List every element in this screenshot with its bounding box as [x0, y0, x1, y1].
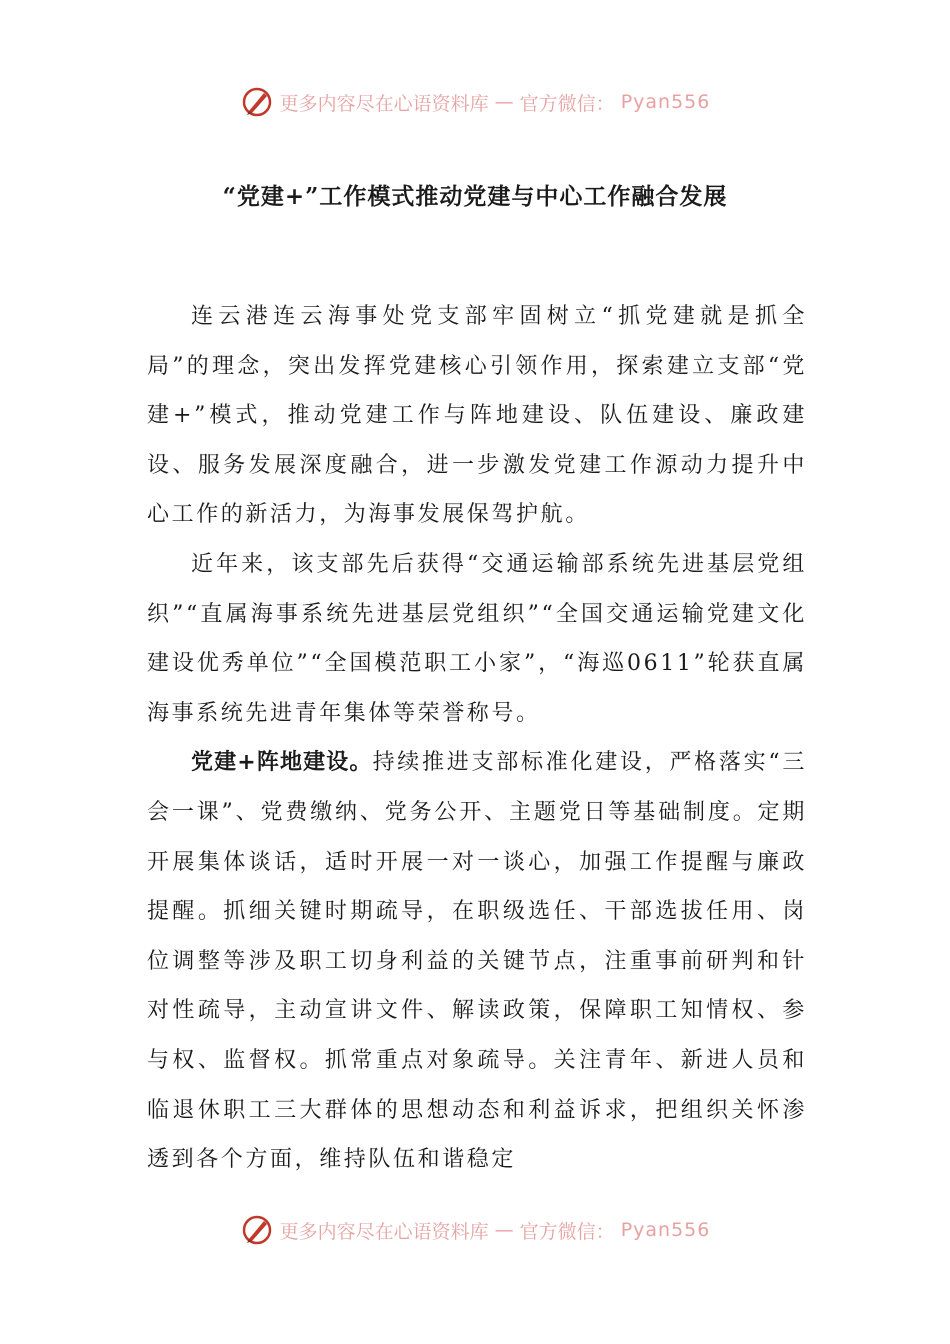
- watermark-wechat-id: Pyan556: [620, 1219, 711, 1241]
- watermark-wechat-label: 官方微信：: [519, 1220, 615, 1243]
- watermark-separator: —: [494, 91, 514, 113]
- watermark-wechat-label: 官方微信：: [519, 92, 615, 115]
- paragraph-lead-heading: 党建+阵地建设。: [191, 750, 373, 776]
- paragraph-text: 近年来，该支部先后获得“交通运输部系统先进基层党组织”“直属海事系统先进基层党组织”“全国交通运输党建文化建设优秀单位”“全国模范职工小家”，“海巡0611”轮获直属海事系统先进青年集体等荣誉称号。: [147, 551, 807, 726]
- document-body: [147, 292, 807, 1185]
- paragraph-intro: [147, 292, 807, 540]
- paragraph-position-building: [147, 738, 807, 1184]
- watermark-separator: —: [494, 1219, 514, 1241]
- watermark-banner-top: [0, 82, 950, 122]
- watermark-site-text: 更多内容尽在心语资料库: [279, 1220, 489, 1243]
- watermark-wechat-id: Pyan556: [620, 91, 711, 113]
- watermark-banner-bottom: [0, 1210, 950, 1250]
- paragraph-text: 连云港连云海事处党支部牢固树立“抓党建就是抓全局”的理念，突出发挥党建核心引领作用，探索建立支部“党建+”模式，推动党建工作与阵地建设、队伍建设、廉政建设、服务发展深度融合，进一步激发党建工作源动力提升中心工作的新活力，为海事发展保驾护航。: [147, 304, 807, 528]
- paragraph-text: 持续推进支部标准化建设，严格落实“三会一课”、党费缴纳、党务公开、主题党日等基础制度。定期开展集体谈话，适时开展一对一谈心，加强工作提醒与廉政提醒。抓细关键时期疏导，在职级选任、干部选拔任用、岗位调整等涉及职工切身利益的关键节点，注重事前研判和针对性疏导，主动宣讲文件、解读政策，保障职工知情权、参与权、监督权。抓常重点对象疏导。关注青年、新进人员和临退休职工三大群体的思想动态和利益诉求，把组织关怀渗透到各个方面，维持队伍和谐稳定: [147, 750, 807, 1173]
- pen-logo-icon: [240, 1213, 274, 1247]
- pen-logo-icon: [240, 85, 274, 119]
- watermark-site-text: 更多内容尽在心语资料库: [279, 92, 489, 115]
- paragraph-honors: [147, 540, 807, 738]
- document-title: “党建+”工作模式推动党建与中心工作融合发展: [222, 183, 728, 210]
